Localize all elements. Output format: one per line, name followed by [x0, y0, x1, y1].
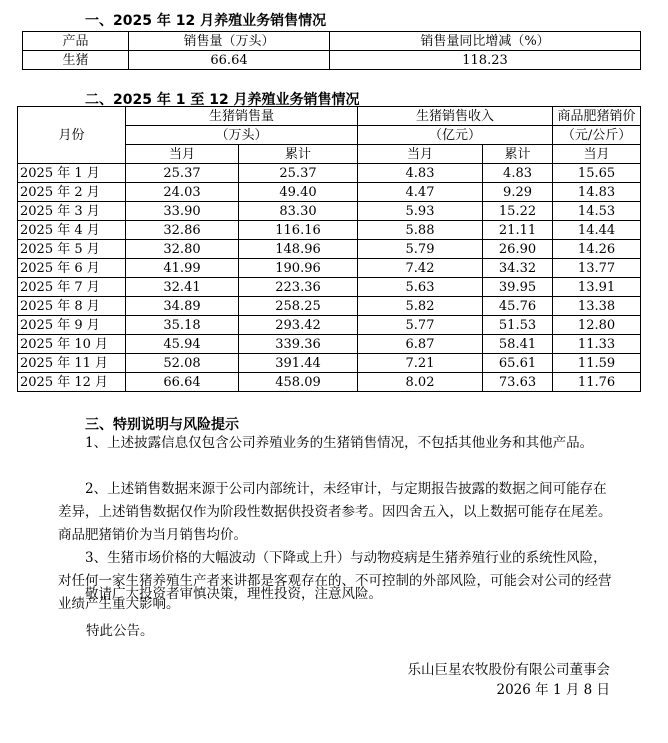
cell-revenue-current: 5.93 — [358, 202, 483, 221]
note-paragraph-4: 敬请广大投资者审慎决策，理性投资，注意风险。 — [85, 586, 382, 602]
cell-price-current: 11.76 — [553, 373, 641, 392]
cell-revenue-cumulative: 26.90 — [483, 240, 553, 259]
section3-title: 三、特别说明与风险提示 — [85, 417, 239, 433]
cell-revenue-current: 5.79 — [358, 240, 483, 259]
cell-price-current: 12.80 — [553, 316, 641, 335]
cell-month: 2025 年 3 月 — [18, 202, 126, 221]
cell-volume-cumulative: 258.25 — [239, 297, 358, 316]
signature-date: 2026 年 1 月 8 日 — [496, 682, 610, 698]
note-paragraph-1: 1、上述披露信息仅包含公司养殖业务的生猪销售情况，不包括其他业务和其他产品。 — [85, 435, 594, 451]
table-row — [18, 259, 641, 278]
cell-yoy: 118.23 — [330, 51, 641, 70]
cell-volume-cumulative: 458.09 — [239, 373, 358, 392]
cell-revenue-cumulative: 73.63 — [483, 373, 553, 392]
cell-revenue-cumulative: 39.95 — [483, 278, 553, 297]
cell-volume-current: 33.90 — [126, 202, 239, 221]
cell-revenue-current: 4.83 — [358, 164, 483, 183]
cell-volume-cumulative: 391.44 — [239, 354, 358, 373]
table-row — [18, 297, 641, 316]
table-row — [18, 164, 641, 183]
cell-month: 2025 年 5 月 — [18, 240, 126, 259]
cell-price-current: 13.38 — [553, 297, 641, 316]
cell-volume-cumulative: 148.96 — [239, 240, 358, 259]
header-volume: 生猪销售量 — [126, 107, 358, 126]
cell-volume-current: 45.94 — [126, 335, 239, 354]
table-row — [23, 51, 641, 70]
cell-volume-current: 34.89 — [126, 297, 239, 316]
header-revenue: 生猪销售收入 — [358, 107, 553, 126]
sub-header-cumulative: 累计 — [483, 145, 553, 164]
cell-revenue-current: 7.21 — [358, 354, 483, 373]
header-volume: 销售量（万头） — [129, 32, 330, 51]
cell-revenue-cumulative: 45.76 — [483, 297, 553, 316]
signature-company: 乐山巨星农牧股份有限公司董事会 — [407, 662, 610, 678]
cell-price-current: 11.59 — [553, 354, 641, 373]
cell-month: 2025 年 2 月 — [18, 183, 126, 202]
monthly-sales-table — [22, 31, 641, 70]
cell-volume-cumulative: 25.37 — [239, 164, 358, 183]
cell-price-current: 14.53 — [553, 202, 641, 221]
table-row — [18, 221, 641, 240]
cell-month: 2025 年 6 月 — [18, 259, 126, 278]
table-row — [18, 373, 641, 392]
cell-product: 生猪 — [23, 51, 129, 70]
cell-revenue-cumulative: 15.22 — [483, 202, 553, 221]
cell-price-current: 15.65 — [553, 164, 641, 183]
cell-volume-current: 24.03 — [126, 183, 239, 202]
header-revenue-unit: （亿元） — [358, 126, 553, 145]
cell-volume-cumulative: 49.40 — [239, 183, 358, 202]
table-row — [18, 278, 641, 297]
section2-title: 二、2025 年 1 至 12 月养殖业务销售情况 — [85, 92, 360, 108]
annual-table-body — [18, 164, 641, 392]
sub-header-cumulative: 累计 — [239, 145, 358, 164]
cell-revenue-cumulative: 51.53 — [483, 316, 553, 335]
cell-month: 2025 年 4 月 — [18, 221, 126, 240]
cell-revenue-current: 7.42 — [358, 259, 483, 278]
cell-volume-current: 25.37 — [126, 164, 239, 183]
cell-volume-cumulative: 83.30 — [239, 202, 358, 221]
cell-month: 2025 年 12 月 — [18, 373, 126, 392]
cell-month: 2025 年 7 月 — [18, 278, 126, 297]
closing-text: 特此公告。 — [86, 623, 154, 639]
cell-volume-cumulative: 223.36 — [239, 278, 358, 297]
cell-volume-current: 32.86 — [126, 221, 239, 240]
cell-volume-cumulative: 116.16 — [239, 221, 358, 240]
sub-header-current: 当月 — [358, 145, 483, 164]
header-price: 商品肥猪销价 — [553, 107, 641, 126]
cell-volume-current: 35.18 — [126, 316, 239, 335]
cell-revenue-current: 4.47 — [358, 183, 483, 202]
cell-volume-cumulative: 293.42 — [239, 316, 358, 335]
cell-volume-cumulative: 190.96 — [239, 259, 358, 278]
table-row — [18, 183, 641, 202]
header-price-unit: （元/公斤） — [553, 126, 641, 145]
cell-revenue-current: 6.87 — [358, 335, 483, 354]
cell-price-current: 11.33 — [553, 335, 641, 354]
table-header-row — [23, 32, 641, 51]
sub-header-current: 当月 — [126, 145, 239, 164]
cell-revenue-cumulative: 58.41 — [483, 335, 553, 354]
table-row — [18, 202, 641, 221]
note-paragraph-2: 2、上述销售数据来源于公司内部统计，未经审计，与定期报告披露的数据之间可能存在差异，上述销售数据仅作为阶段性数据供投资者参考。因四舍五入，以上数据可能存在尾差。商品肥猪销价为当月销售均价。 — [58, 481, 612, 543]
header-month: 月份 — [18, 107, 126, 164]
cell-revenue-cumulative: 4.83 — [483, 164, 553, 183]
header-yoy: 销售量同比增减（%） — [330, 32, 641, 51]
table-row — [18, 240, 641, 259]
group-header-row — [18, 107, 641, 126]
cell-volume-cumulative: 339.36 — [239, 335, 358, 354]
section1-title: 一、2025 年 12 月养殖业务销售情况 — [85, 13, 327, 29]
annual-sales-table — [17, 106, 641, 392]
cell-month: 2025 年 10 月 — [18, 335, 126, 354]
cell-volume-current: 52.08 — [126, 354, 239, 373]
cell-month: 2025 年 9 月 — [18, 316, 126, 335]
cell-month: 2025 年 8 月 — [18, 297, 126, 316]
cell-volume-current: 32.80 — [126, 240, 239, 259]
sub-header-current: 当月 — [553, 145, 641, 164]
cell-revenue-current: 5.77 — [358, 316, 483, 335]
cell-price-current: 14.26 — [553, 240, 641, 259]
cell-volume-current: 66.64 — [126, 373, 239, 392]
table-row — [18, 316, 641, 335]
cell-volume: 66.64 — [129, 51, 330, 70]
cell-price-current: 14.44 — [553, 221, 641, 240]
cell-month: 2025 年 11 月 — [18, 354, 126, 373]
cell-revenue-current: 5.63 — [358, 278, 483, 297]
cell-revenue-current: 8.02 — [358, 373, 483, 392]
cell-revenue-cumulative: 9.29 — [483, 183, 553, 202]
table-row — [18, 354, 641, 373]
cell-revenue-cumulative: 21.11 — [483, 221, 553, 240]
cell-month: 2025 年 1 月 — [18, 164, 126, 183]
cell-revenue-current: 5.88 — [358, 221, 483, 240]
cell-volume-current: 41.99 — [126, 259, 239, 278]
header-volume-unit: （万头） — [126, 126, 358, 145]
cell-price-current: 14.83 — [553, 183, 641, 202]
cell-revenue-current: 5.82 — [358, 297, 483, 316]
cell-volume-current: 32.41 — [126, 278, 239, 297]
header-product: 产品 — [23, 32, 129, 51]
table-row — [18, 335, 641, 354]
cell-price-current: 13.91 — [553, 278, 641, 297]
cell-revenue-cumulative: 65.61 — [483, 354, 553, 373]
cell-price-current: 13.77 — [553, 259, 641, 278]
cell-revenue-cumulative: 34.32 — [483, 259, 553, 278]
note-paragraph-3: 3、生猪市场价格的大幅波动（下降或上升）与动物疫病是生猪养殖行业的系统性风险，对任何一家生猪养殖生产者来讲都是客观存在的、不可控制的外部风险，可能会对公司的经营业绩产生重大影响。 — [58, 550, 612, 612]
